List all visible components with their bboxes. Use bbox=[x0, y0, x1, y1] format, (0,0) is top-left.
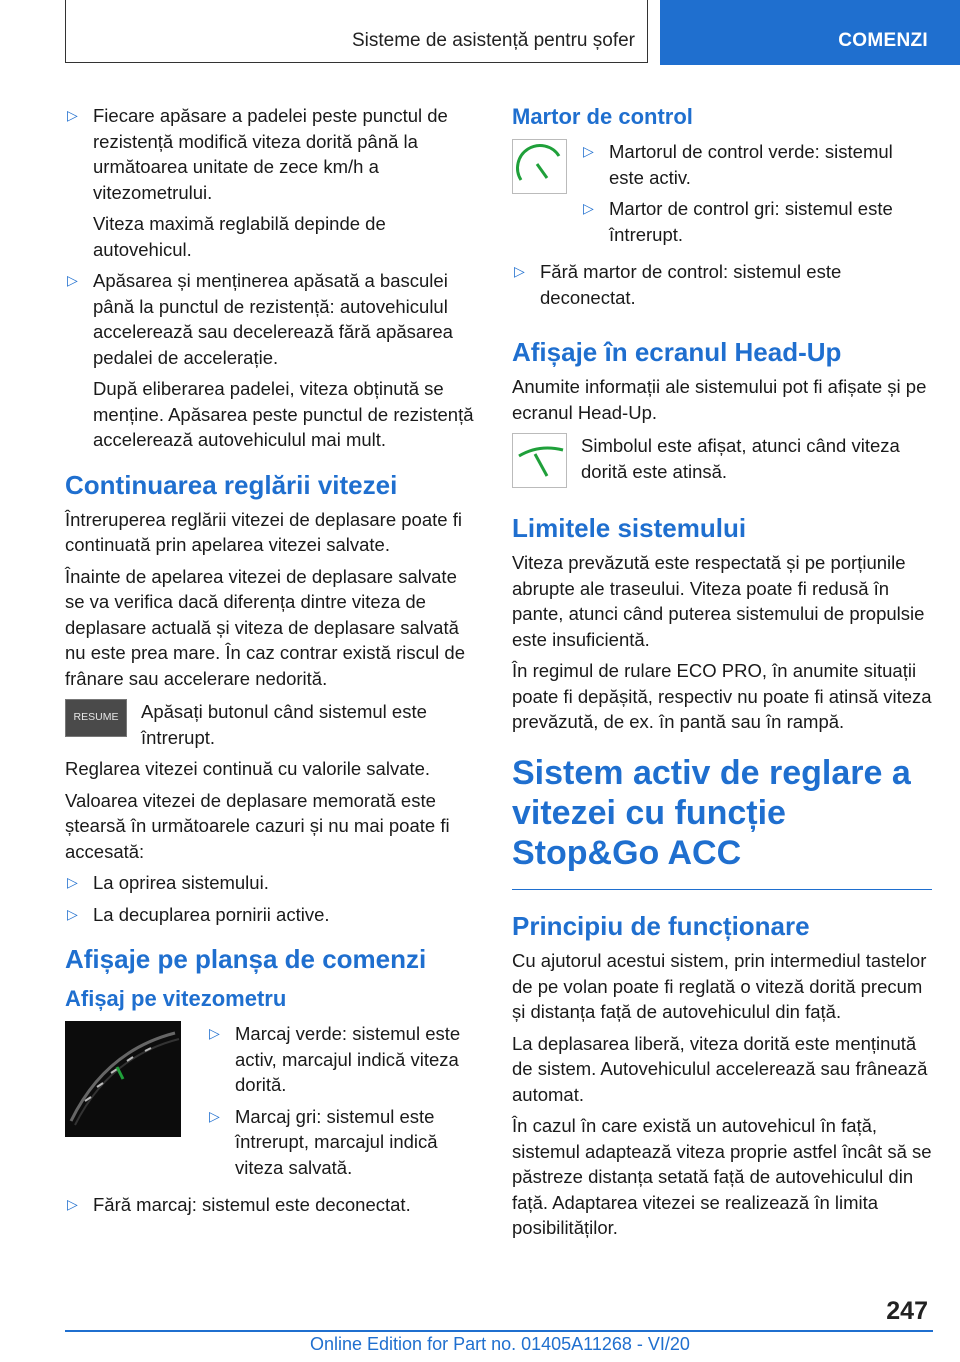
paragraph: Reglarea vitezei continuă cu valorile salvate. bbox=[65, 758, 431, 779]
page-number: 247 bbox=[886, 1297, 928, 1325]
head-up-indicator-icon bbox=[512, 433, 567, 488]
heading-limits: Limitele sistemului bbox=[512, 513, 747, 543]
indicator-list bbox=[581, 139, 932, 253]
head-up-row bbox=[512, 433, 932, 488]
list-item: ▷ Apăsarea și menținerea apăsată a basculei până la punctul de rezistență: autovehiculul accelerează sau decelerează fără apăsarea pedalei de accelerație. bbox=[67, 270, 453, 368]
divider bbox=[512, 889, 932, 891]
tab-label: COMENZI bbox=[838, 30, 928, 51]
heading-acc: Sistem activ de reglare a vitezei cu funcție Stop&Go ACC bbox=[512, 753, 911, 872]
speedometer-list bbox=[207, 1021, 477, 1186]
list-item: ▷ La decuplarea pornirii active. bbox=[65, 902, 477, 928]
paragraph: Valoarea vitezei de deplasare memorată este ștearsă în următoarele cazuri și nu mai poate fi accesată: bbox=[65, 789, 450, 862]
heading-principle: Principiu de funcționare bbox=[512, 911, 810, 941]
list-item: ▷ Martor de control gri: sistemul este întrerupt. bbox=[583, 198, 893, 245]
resume-row bbox=[65, 699, 477, 750]
triangle-bullet-icon: ▷ bbox=[514, 263, 525, 279]
right-column bbox=[512, 103, 932, 1247]
header-box bbox=[65, 0, 648, 63]
triangle-bullet-icon: ▷ bbox=[209, 1025, 220, 1041]
paragraph: La deplasarea liberă, viteza dorită este menținută de sistem. Autovehiculul accelerează sau frânează automat. bbox=[512, 1032, 928, 1105]
triangle-bullet-icon: ▷ bbox=[209, 1107, 220, 1124]
heading-head-up: Afișaje în ecranul Head-Up bbox=[512, 337, 842, 367]
triangle-bullet-icon: ▷ bbox=[67, 874, 78, 890]
triangle-bullet-icon: ▷ bbox=[67, 1196, 78, 1212]
left-column bbox=[65, 103, 477, 1224]
footer-edition: Online Edition for Part no. 01405A11268 - VI/20 bbox=[310, 1334, 690, 1354]
heading-continue-speed: Continuarea reglării vitezei bbox=[65, 469, 398, 500]
triangle-bullet-icon: ▷ bbox=[67, 272, 78, 288]
list-item: ▷ Marcaj gri: sistemul este întrerupt, marcajul indică viteza salvată. bbox=[209, 1105, 438, 1178]
resume-button-icon: RESUME bbox=[65, 699, 127, 737]
indicator-row bbox=[512, 139, 932, 253]
list-item: ▷ Fiecare apăsare a padelei peste punctul de rezistență modifică viteza dorită până la următoarea unitate de zece km/h a vitezometrului. bbox=[67, 105, 448, 203]
list-item: ▷ Fără martor de control: sistemul este deconectat. bbox=[514, 261, 842, 308]
footer-divider bbox=[65, 1330, 933, 1332]
list-item: ▷ Fără marcaj: sistemul este deconectat. bbox=[65, 1192, 477, 1218]
paragraph: După eliberarea padelei, viteza obținută se menține. Apăsarea peste punctul de rezistență accelerează autovehiculul mai mult. bbox=[93, 378, 474, 450]
paragraph: Viteza maximă reglabilă depinde de autovehicul. bbox=[93, 213, 386, 260]
head-up-text: Simbolul este afișat, atunci când viteza dorită este atinsă. bbox=[581, 435, 900, 482]
triangle-bullet-icon: ▷ bbox=[67, 905, 78, 922]
triangle-bullet-icon: ▷ bbox=[67, 107, 78, 123]
section-title: Sisteme de asistență pentru șofer bbox=[351, 30, 635, 51]
paragraph: În cazul în care există un autovehicul în față, sistemul adaptează viteza proprie astfel încât să se păstreze distanța setată față de autovehiculul din față. Adaptarea vitezei se realizează în limita posibilităților. bbox=[512, 1115, 932, 1238]
heading-displays: Afișaje pe planșa de comenzi bbox=[65, 944, 427, 974]
paragraph: Anumite informații ale sistemului pot fi afișate și pe ecranul Head-Up. bbox=[512, 376, 927, 423]
speedometer-row bbox=[65, 1021, 477, 1186]
paragraph: În regimul de rulare ECO PRO, în anumite situații poate fi depășită, respectiv nu poate fi atinsă viteza prevăzută, de ex. în pantă sau în rampă. bbox=[512, 660, 932, 732]
tab-comenzi[interactable] bbox=[660, 0, 960, 65]
triangle-bullet-icon: ▷ bbox=[583, 143, 594, 159]
list-item: ▷ Marcaj verde: sistemul este activ, marcajul indică viteza dorită. bbox=[209, 1023, 461, 1095]
green-speed-indicator-icon bbox=[512, 139, 567, 194]
speedometer-icon bbox=[65, 1021, 181, 1137]
list-item: ▷ Martorul de control verde: sistemul este activ. bbox=[583, 141, 893, 188]
paragraph: Viteza prevăzută este respectată și pe porțiunile abrupte ale traseului. Viteza poate fi redusă în pante, atunci când puterea sistemului de propulsie este insuficientă. bbox=[512, 552, 925, 650]
resume-text: Apăsați butonul când sistemul este întrerupt. bbox=[141, 701, 427, 748]
paragraph: Întreruperea reglării vitezei de deplasare poate fi continuată prin apelarea vitezei salvate. bbox=[65, 508, 462, 555]
paragraph: Înainte de apelarea vitezei de deplasare salvate se va verifica dacă diferența dintre viteza de deplasare actuală și viteza de deplasare salvată nu este prea mare. În caz contrar există riscul de frânare sau accelerare nedorită. bbox=[65, 565, 465, 689]
list-item: ▷ La oprirea sistemului. bbox=[65, 870, 477, 896]
triangle-bullet-icon: ▷ bbox=[583, 200, 594, 216]
heading-indicator: Martor de control bbox=[512, 104, 693, 129]
paragraph: Cu ajutorul acestui sistem, prin intermediul tastelor de pe volan poate fi reglată o viteză dorită precum și distanța față de autovehiculul din față. bbox=[512, 950, 927, 1022]
heading-speedometer: Afișaj pe vitezometru bbox=[65, 986, 287, 1011]
